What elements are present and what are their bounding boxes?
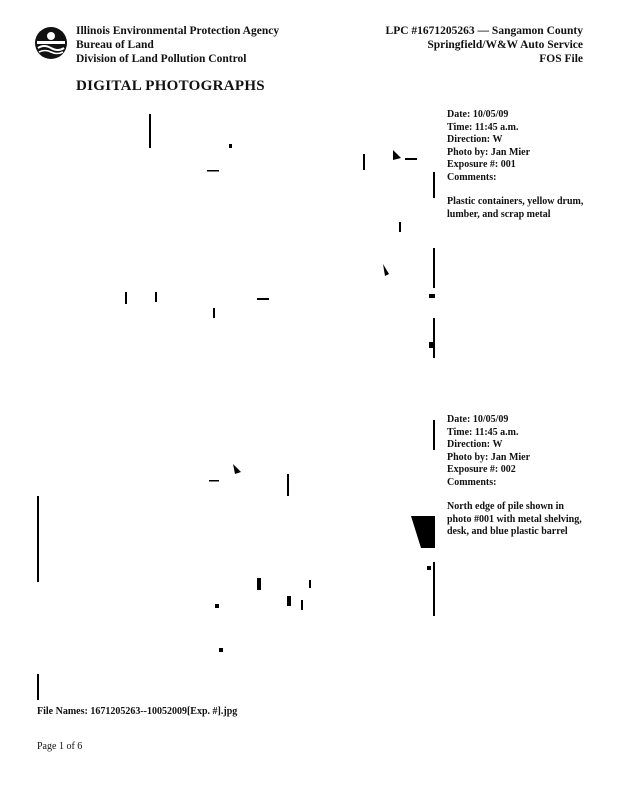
- photo-001: [37, 108, 437, 378]
- photo-002-metadata: [447, 414, 587, 539]
- photo-002: [37, 412, 437, 702]
- division-name: Division of Land Pollution Control: [76, 53, 247, 65]
- page-number: Page 1 of 6: [37, 741, 83, 752]
- site-name: Springfield/W&W Auto Service: [427, 39, 583, 51]
- comments-label: Comments:: [447, 476, 497, 488]
- photo-direction: Direction: W: [447, 439, 503, 450]
- photo-exposure: Exposure #: 001: [447, 159, 516, 170]
- photo-author: Photo by: Jan Mier: [447, 451, 531, 463]
- file-names: File Names: 1671205263--10052009[Exp. #].jpg: [37, 706, 238, 717]
- comments-label: Comments:: [447, 171, 497, 183]
- photo-001-metadata: [447, 109, 587, 221]
- bureau-name: Bureau of Land: [76, 39, 154, 51]
- photo-exposure: Exposure #: 002: [447, 464, 516, 475]
- iepa-logo-icon: [34, 26, 68, 60]
- photo-date: Date: 10/05/09: [447, 414, 509, 425]
- agency-name: Illinois Environmental Protection Agency: [76, 25, 280, 37]
- agency-header: [76, 24, 279, 66]
- photo-time: Time: 11:45 a.m.: [447, 121, 519, 133]
- photo-comment: North edge of pile shown in photo #001 with metal shelving, desk, and blue plastic barrel: [447, 501, 582, 537]
- photo-comment: Plastic containers, yellow drum, lumber, and scrap metal: [447, 196, 584, 220]
- page-title: DIGITAL PHOTOGRAPHS: [76, 78, 265, 94]
- photo-date: Date: 10/05/09: [447, 109, 509, 120]
- file-type: FOS File: [539, 53, 583, 65]
- photo-time: Time: 11:45 a.m.: [447, 426, 519, 438]
- photo-author: Photo by: Jan Mier: [447, 146, 531, 158]
- lpc-number: LPC #1671205263 — Sangamon County: [385, 25, 583, 37]
- site-header: [386, 24, 583, 66]
- photo-direction: Direction: W: [447, 134, 503, 145]
